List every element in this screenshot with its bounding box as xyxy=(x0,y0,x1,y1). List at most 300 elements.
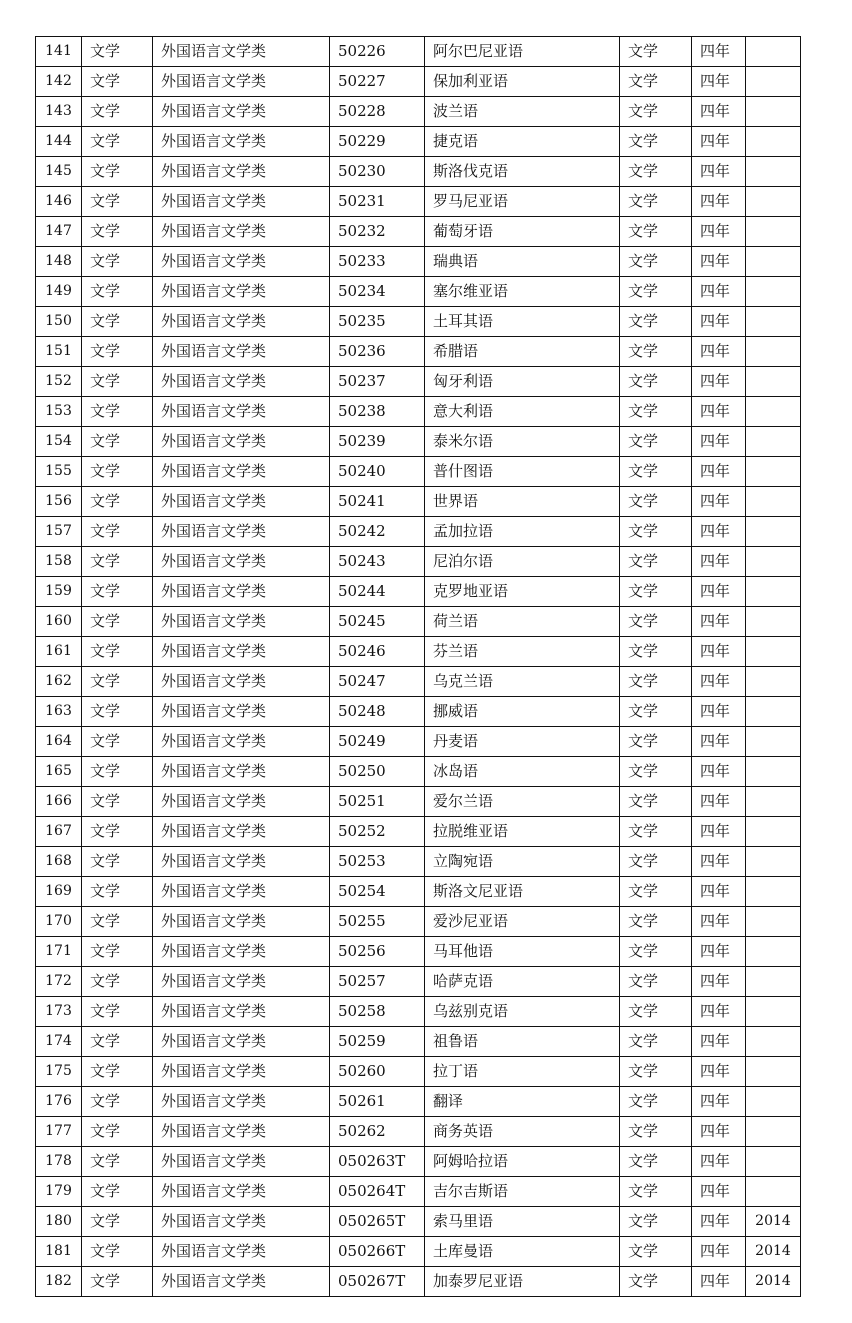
major-code-cell: 50230 xyxy=(330,157,425,187)
table-row xyxy=(36,247,801,277)
major-class-cell: 外国语言文学类 xyxy=(153,187,330,217)
degree-type-cell: 文学 xyxy=(620,277,692,307)
major-code-cell: 50228 xyxy=(330,97,425,127)
row-number-cell: 148 xyxy=(36,247,82,277)
row-number-cell: 178 xyxy=(36,1147,82,1177)
degree-type-cell: 文学 xyxy=(620,127,692,157)
table-row xyxy=(36,967,801,997)
study-duration-cell: 四年 xyxy=(692,847,746,877)
major-class-cell: 外国语言文学类 xyxy=(153,667,330,697)
table-row xyxy=(36,1117,801,1147)
study-duration-cell: 四年 xyxy=(692,247,746,277)
study-duration-cell: 四年 xyxy=(692,457,746,487)
degree-type-cell: 文学 xyxy=(620,1057,692,1087)
study-duration-cell: 四年 xyxy=(692,907,746,937)
study-duration-cell: 四年 xyxy=(692,37,746,67)
major-name-cell: 葡萄牙语 xyxy=(425,217,620,247)
added-year-cell xyxy=(746,1147,801,1177)
table-row xyxy=(36,1057,801,1087)
major-class-cell: 外国语言文学类 xyxy=(153,217,330,247)
added-year-cell: 2014 xyxy=(746,1207,801,1237)
added-year-cell: 2014 xyxy=(746,1237,801,1267)
added-year-cell xyxy=(746,547,801,577)
table-row xyxy=(36,1177,801,1207)
study-duration-cell: 四年 xyxy=(692,367,746,397)
degree-type-cell: 文学 xyxy=(620,67,692,97)
discipline-category-cell: 文学 xyxy=(82,67,153,97)
major-code-cell: 50252 xyxy=(330,817,425,847)
study-duration-cell: 四年 xyxy=(692,307,746,337)
degree-type-cell: 文学 xyxy=(620,247,692,277)
discipline-category-cell: 文学 xyxy=(82,697,153,727)
degree-type-cell: 文学 xyxy=(620,637,692,667)
major-code-cell: 050267T xyxy=(330,1267,425,1297)
discipline-category-cell: 文学 xyxy=(82,1117,153,1147)
row-number-cell: 177 xyxy=(36,1117,82,1147)
degree-type-cell: 文学 xyxy=(620,697,692,727)
row-number-cell: 174 xyxy=(36,1027,82,1057)
table-row xyxy=(36,67,801,97)
degree-type-cell: 文学 xyxy=(620,1087,692,1117)
row-number-cell: 176 xyxy=(36,1087,82,1117)
added-year-cell xyxy=(746,277,801,307)
added-year-cell xyxy=(746,187,801,217)
study-duration-cell: 四年 xyxy=(692,517,746,547)
added-year-cell xyxy=(746,1087,801,1117)
discipline-category-cell: 文学 xyxy=(82,277,153,307)
added-year-cell xyxy=(746,397,801,427)
table-row xyxy=(36,607,801,637)
added-year-cell xyxy=(746,907,801,937)
row-number-cell: 182 xyxy=(36,1267,82,1297)
degree-type-cell: 文学 xyxy=(620,397,692,427)
table-row xyxy=(36,877,801,907)
degree-type-cell: 文学 xyxy=(620,187,692,217)
major-code-cell: 50242 xyxy=(330,517,425,547)
major-code-cell: 50250 xyxy=(330,757,425,787)
major-class-cell: 外国语言文学类 xyxy=(153,967,330,997)
row-number-cell: 150 xyxy=(36,307,82,337)
discipline-category-cell: 文学 xyxy=(82,157,153,187)
study-duration-cell: 四年 xyxy=(692,67,746,97)
study-duration-cell: 四年 xyxy=(692,667,746,697)
degree-type-cell: 文学 xyxy=(620,877,692,907)
added-year-cell xyxy=(746,847,801,877)
added-year-cell xyxy=(746,97,801,127)
study-duration-cell: 四年 xyxy=(692,1237,746,1267)
major-code-cell: 50255 xyxy=(330,907,425,937)
row-number-cell: 166 xyxy=(36,787,82,817)
major-class-cell: 外国语言文学类 xyxy=(153,487,330,517)
major-name-cell: 匈牙利语 xyxy=(425,367,620,397)
major-class-cell: 外国语言文学类 xyxy=(153,97,330,127)
added-year-cell xyxy=(746,367,801,397)
added-year-cell xyxy=(746,247,801,277)
table-row xyxy=(36,367,801,397)
row-number-cell: 142 xyxy=(36,67,82,97)
study-duration-cell: 四年 xyxy=(692,967,746,997)
major-class-cell: 外国语言文学类 xyxy=(153,427,330,457)
major-code-cell: 50246 xyxy=(330,637,425,667)
major-code-cell: 50235 xyxy=(330,307,425,337)
major-class-cell: 外国语言文学类 xyxy=(153,307,330,337)
major-catalog-table xyxy=(35,36,801,1297)
major-name-cell: 瑞典语 xyxy=(425,247,620,277)
major-name-cell: 爱尔兰语 xyxy=(425,787,620,817)
major-class-cell: 外国语言文学类 xyxy=(153,37,330,67)
degree-type-cell: 文学 xyxy=(620,1237,692,1267)
added-year-cell xyxy=(746,217,801,247)
major-name-cell: 加泰罗尼亚语 xyxy=(425,1267,620,1297)
added-year-cell xyxy=(746,1117,801,1147)
degree-type-cell: 文学 xyxy=(620,967,692,997)
row-number-cell: 180 xyxy=(36,1207,82,1237)
major-code-cell: 050265T xyxy=(330,1207,425,1237)
discipline-category-cell: 文学 xyxy=(82,517,153,547)
discipline-category-cell: 文学 xyxy=(82,667,153,697)
major-class-cell: 外国语言文学类 xyxy=(153,367,330,397)
major-name-cell: 吉尔吉斯语 xyxy=(425,1177,620,1207)
major-code-cell: 50229 xyxy=(330,127,425,157)
major-class-cell: 外国语言文学类 xyxy=(153,1027,330,1057)
row-number-cell: 162 xyxy=(36,667,82,697)
discipline-category-cell: 文学 xyxy=(82,127,153,157)
added-year-cell xyxy=(746,157,801,187)
added-year-cell xyxy=(746,817,801,847)
row-number-cell: 154 xyxy=(36,427,82,457)
study-duration-cell: 四年 xyxy=(692,727,746,757)
row-number-cell: 152 xyxy=(36,367,82,397)
major-name-cell: 捷克语 xyxy=(425,127,620,157)
table-row xyxy=(36,277,801,307)
added-year-cell xyxy=(746,1057,801,1087)
major-name-cell: 祖鲁语 xyxy=(425,1027,620,1057)
degree-type-cell: 文学 xyxy=(620,937,692,967)
discipline-category-cell: 文学 xyxy=(82,457,153,487)
major-name-cell: 乌克兰语 xyxy=(425,667,620,697)
added-year-cell xyxy=(746,1177,801,1207)
degree-type-cell: 文学 xyxy=(620,337,692,367)
table-row xyxy=(36,727,801,757)
major-name-cell: 孟加拉语 xyxy=(425,517,620,547)
major-class-cell: 外国语言文学类 xyxy=(153,727,330,757)
study-duration-cell: 四年 xyxy=(692,997,746,1027)
table-row xyxy=(36,937,801,967)
added-year-cell xyxy=(746,877,801,907)
row-number-cell: 149 xyxy=(36,277,82,307)
study-duration-cell: 四年 xyxy=(692,1177,746,1207)
row-number-cell: 169 xyxy=(36,877,82,907)
degree-type-cell: 文学 xyxy=(620,547,692,577)
degree-type-cell: 文学 xyxy=(620,367,692,397)
study-duration-cell: 四年 xyxy=(692,277,746,307)
added-year-cell xyxy=(746,607,801,637)
major-code-cell: 50239 xyxy=(330,427,425,457)
table-row xyxy=(36,1147,801,1177)
added-year-cell xyxy=(746,757,801,787)
added-year-cell xyxy=(746,427,801,457)
major-class-cell: 外国语言文学类 xyxy=(153,877,330,907)
discipline-category-cell: 文学 xyxy=(82,97,153,127)
major-class-cell: 外国语言文学类 xyxy=(153,1177,330,1207)
major-name-cell: 塞尔维亚语 xyxy=(425,277,620,307)
table-row xyxy=(36,817,801,847)
table-row xyxy=(36,187,801,217)
major-class-cell: 外国语言文学类 xyxy=(153,1057,330,1087)
major-code-cell: 50232 xyxy=(330,217,425,247)
major-name-cell: 拉脱维亚语 xyxy=(425,817,620,847)
major-name-cell: 拉丁语 xyxy=(425,1057,620,1087)
added-year-cell xyxy=(746,967,801,997)
major-code-cell: 50238 xyxy=(330,397,425,427)
major-name-cell: 罗马尼亚语 xyxy=(425,187,620,217)
study-duration-cell: 四年 xyxy=(692,1027,746,1057)
major-name-cell: 爱沙尼亚语 xyxy=(425,907,620,937)
row-number-cell: 144 xyxy=(36,127,82,157)
major-code-cell: 050264T xyxy=(330,1177,425,1207)
row-number-cell: 181 xyxy=(36,1237,82,1267)
degree-type-cell: 文学 xyxy=(620,307,692,337)
major-class-cell: 外国语言文学类 xyxy=(153,67,330,97)
discipline-category-cell: 文学 xyxy=(82,727,153,757)
study-duration-cell: 四年 xyxy=(692,697,746,727)
table-row xyxy=(36,547,801,577)
added-year-cell xyxy=(746,1027,801,1057)
added-year-cell xyxy=(746,997,801,1027)
degree-type-cell: 文学 xyxy=(620,817,692,847)
major-name-cell: 荷兰语 xyxy=(425,607,620,637)
study-duration-cell: 四年 xyxy=(692,337,746,367)
major-name-cell: 波兰语 xyxy=(425,97,620,127)
major-name-cell: 尼泊尔语 xyxy=(425,547,620,577)
table-row xyxy=(36,1237,801,1267)
degree-type-cell: 文学 xyxy=(620,217,692,247)
major-class-cell: 外国语言文学类 xyxy=(153,247,330,277)
major-class-cell: 外国语言文学类 xyxy=(153,1267,330,1297)
table-row xyxy=(36,97,801,127)
major-code-cell: 50248 xyxy=(330,697,425,727)
degree-type-cell: 文学 xyxy=(620,157,692,187)
major-code-cell: 50226 xyxy=(330,37,425,67)
discipline-category-cell: 文学 xyxy=(82,37,153,67)
major-name-cell: 冰岛语 xyxy=(425,757,620,787)
table-row xyxy=(36,337,801,367)
major-code-cell: 50247 xyxy=(330,667,425,697)
discipline-category-cell: 文学 xyxy=(82,997,153,1027)
study-duration-cell: 四年 xyxy=(692,427,746,457)
degree-type-cell: 文学 xyxy=(620,667,692,697)
row-number-cell: 141 xyxy=(36,37,82,67)
row-number-cell: 157 xyxy=(36,517,82,547)
added-year-cell xyxy=(746,307,801,337)
major-code-cell: 50251 xyxy=(330,787,425,817)
table-row xyxy=(36,757,801,787)
row-number-cell: 172 xyxy=(36,967,82,997)
major-code-cell: 50227 xyxy=(330,67,425,97)
major-class-cell: 外国语言文学类 xyxy=(153,907,330,937)
row-number-cell: 160 xyxy=(36,607,82,637)
discipline-category-cell: 文学 xyxy=(82,757,153,787)
row-number-cell: 165 xyxy=(36,757,82,787)
table-row xyxy=(36,307,801,337)
major-name-cell: 索马里语 xyxy=(425,1207,620,1237)
major-class-cell: 外国语言文学类 xyxy=(153,1207,330,1237)
discipline-category-cell: 文学 xyxy=(82,487,153,517)
degree-type-cell: 文学 xyxy=(620,787,692,817)
study-duration-cell: 四年 xyxy=(692,1087,746,1117)
major-class-cell: 外国语言文学类 xyxy=(153,637,330,667)
discipline-category-cell: 文学 xyxy=(82,307,153,337)
major-code-cell: 50241 xyxy=(330,487,425,517)
degree-type-cell: 文学 xyxy=(620,1267,692,1297)
major-class-cell: 外国语言文学类 xyxy=(153,1087,330,1117)
row-number-cell: 170 xyxy=(36,907,82,937)
added-year-cell xyxy=(746,457,801,487)
table-row xyxy=(36,1267,801,1297)
major-name-cell: 哈萨克语 xyxy=(425,967,620,997)
study-duration-cell: 四年 xyxy=(692,877,746,907)
major-class-cell: 外国语言文学类 xyxy=(153,397,330,427)
added-year-cell xyxy=(746,577,801,607)
row-number-cell: 161 xyxy=(36,637,82,667)
discipline-category-cell: 文学 xyxy=(82,427,153,457)
major-class-cell: 外国语言文学类 xyxy=(153,577,330,607)
major-code-cell: 50253 xyxy=(330,847,425,877)
major-name-cell: 芬兰语 xyxy=(425,637,620,667)
row-number-cell: 151 xyxy=(36,337,82,367)
study-duration-cell: 四年 xyxy=(692,1147,746,1177)
table-row xyxy=(36,517,801,547)
major-class-cell: 外国语言文学类 xyxy=(153,547,330,577)
discipline-category-cell: 文学 xyxy=(82,607,153,637)
study-duration-cell: 四年 xyxy=(692,637,746,667)
discipline-category-cell: 文学 xyxy=(82,967,153,997)
degree-type-cell: 文学 xyxy=(620,1117,692,1147)
row-number-cell: 179 xyxy=(36,1177,82,1207)
study-duration-cell: 四年 xyxy=(692,97,746,127)
major-code-cell: 50234 xyxy=(330,277,425,307)
major-code-cell: 50249 xyxy=(330,727,425,757)
discipline-category-cell: 文学 xyxy=(82,817,153,847)
added-year-cell xyxy=(746,337,801,367)
row-number-cell: 167 xyxy=(36,817,82,847)
row-number-cell: 143 xyxy=(36,97,82,127)
major-code-cell: 50244 xyxy=(330,577,425,607)
discipline-category-cell: 文学 xyxy=(82,397,153,427)
major-code-cell: 50254 xyxy=(330,877,425,907)
table-row xyxy=(36,667,801,697)
study-duration-cell: 四年 xyxy=(692,1207,746,1237)
discipline-category-cell: 文学 xyxy=(82,877,153,907)
study-duration-cell: 四年 xyxy=(692,547,746,577)
table-row xyxy=(36,487,801,517)
discipline-category-cell: 文学 xyxy=(82,217,153,247)
discipline-category-cell: 文学 xyxy=(82,937,153,967)
major-code-cell: 50260 xyxy=(330,1057,425,1087)
major-code-cell: 50258 xyxy=(330,997,425,1027)
study-duration-cell: 四年 xyxy=(692,487,746,517)
added-year-cell xyxy=(746,487,801,517)
major-class-cell: 外国语言文学类 xyxy=(153,457,330,487)
discipline-category-cell: 文学 xyxy=(82,367,153,397)
discipline-category-cell: 文学 xyxy=(82,1147,153,1177)
major-name-cell: 土耳其语 xyxy=(425,307,620,337)
row-number-cell: 153 xyxy=(36,397,82,427)
added-year-cell xyxy=(746,697,801,727)
discipline-category-cell: 文学 xyxy=(82,787,153,817)
study-duration-cell: 四年 xyxy=(692,1057,746,1087)
discipline-category-cell: 文学 xyxy=(82,247,153,277)
row-number-cell: 145 xyxy=(36,157,82,187)
table-row xyxy=(36,577,801,607)
row-number-cell: 155 xyxy=(36,457,82,487)
major-class-cell: 外国语言文学类 xyxy=(153,787,330,817)
table-row xyxy=(36,997,801,1027)
major-class-cell: 外国语言文学类 xyxy=(153,517,330,547)
study-duration-cell: 四年 xyxy=(692,577,746,607)
major-class-cell: 外国语言文学类 xyxy=(153,127,330,157)
degree-type-cell: 文学 xyxy=(620,757,692,787)
degree-type-cell: 文学 xyxy=(620,847,692,877)
row-number-cell: 175 xyxy=(36,1057,82,1087)
major-name-cell: 阿尔巴尼亚语 xyxy=(425,37,620,67)
added-year-cell xyxy=(746,37,801,67)
table-row xyxy=(36,1207,801,1237)
added-year-cell xyxy=(746,727,801,757)
major-code-cell: 50261 xyxy=(330,1087,425,1117)
study-duration-cell: 四年 xyxy=(692,397,746,427)
study-duration-cell: 四年 xyxy=(692,157,746,187)
table-row xyxy=(36,37,801,67)
major-code-cell: 50257 xyxy=(330,967,425,997)
major-name-cell: 商务英语 xyxy=(425,1117,620,1147)
added-year-cell xyxy=(746,637,801,667)
major-code-cell: 50259 xyxy=(330,1027,425,1057)
table-row xyxy=(36,907,801,937)
row-number-cell: 164 xyxy=(36,727,82,757)
major-class-cell: 外国语言文学类 xyxy=(153,1237,330,1267)
major-code-cell: 50231 xyxy=(330,187,425,217)
major-name-cell: 丹麦语 xyxy=(425,727,620,757)
discipline-category-cell: 文学 xyxy=(82,187,153,217)
table-row xyxy=(36,637,801,667)
added-year-cell: 2014 xyxy=(746,1267,801,1297)
discipline-category-cell: 文学 xyxy=(82,577,153,607)
major-code-cell: 50233 xyxy=(330,247,425,277)
degree-type-cell: 文学 xyxy=(620,1027,692,1057)
major-class-cell: 外国语言文学类 xyxy=(153,697,330,727)
major-name-cell: 阿姆哈拉语 xyxy=(425,1147,620,1177)
discipline-category-cell: 文学 xyxy=(82,907,153,937)
study-duration-cell: 四年 xyxy=(692,607,746,637)
table-row xyxy=(36,397,801,427)
major-code-cell: 50245 xyxy=(330,607,425,637)
discipline-category-cell: 文学 xyxy=(82,1027,153,1057)
row-number-cell: 147 xyxy=(36,217,82,247)
study-duration-cell: 四年 xyxy=(692,187,746,217)
major-name-cell: 乌兹别克语 xyxy=(425,997,620,1027)
row-number-cell: 168 xyxy=(36,847,82,877)
degree-type-cell: 文学 xyxy=(620,1147,692,1177)
row-number-cell: 163 xyxy=(36,697,82,727)
table-row xyxy=(36,217,801,247)
major-code-cell: 50240 xyxy=(330,457,425,487)
major-code-cell: 050266T xyxy=(330,1237,425,1267)
major-name-cell: 保加利亚语 xyxy=(425,67,620,97)
major-code-cell: 50262 xyxy=(330,1117,425,1147)
major-class-cell: 外国语言文学类 xyxy=(153,757,330,787)
major-name-cell: 希腊语 xyxy=(425,337,620,367)
